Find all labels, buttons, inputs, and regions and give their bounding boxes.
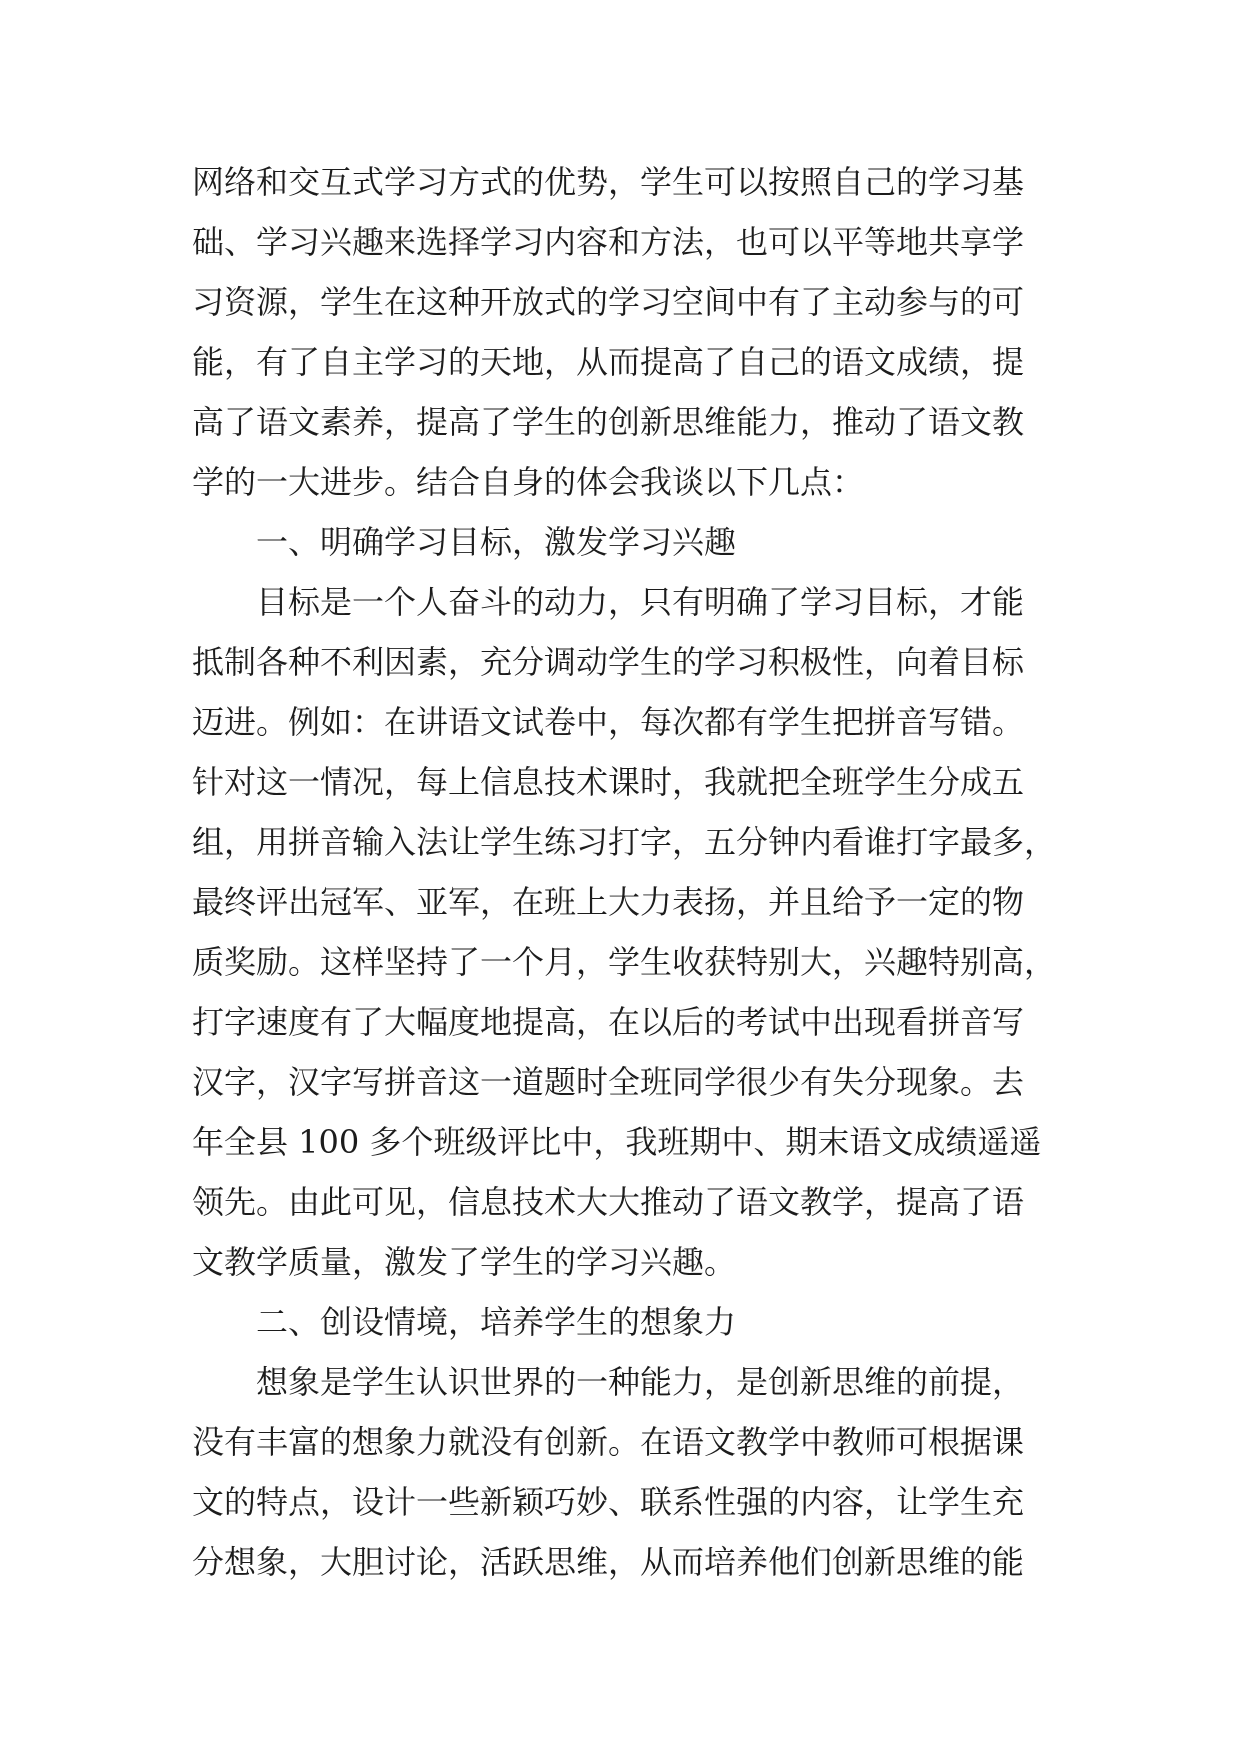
body-line: 分想象，大胆讨论，活跃思维，从而培养他们创新思维的能 (192, 1543, 1025, 1581)
body-line: 质奖励。这样坚持了一个月，学生收获特别大，兴趣特别高， (192, 943, 1057, 981)
body-line: 学的一大进步。结合自身的体会我谈以下几点： (192, 463, 865, 501)
body-line: 针对这一情况，每上信息技术课时，我就把全班学生分成五 (192, 763, 1025, 801)
body-line: 目标是一个人奋斗的动力，只有明确了学习目标，才能 (256, 583, 1025, 621)
body-line: 抵制各种不利因素，充分调动学生的学习积极性，向着目标 (192, 643, 1025, 681)
section-heading-2: 二、创设情境，培养学生的想象力 (256, 1303, 737, 1341)
body-line: 网络和交互式学习方式的优势，学生可以按照自己的学习基 (192, 163, 1025, 201)
body-line: 汉字，汉字写拼音这一道题时全班同学很少有失分现象。去 (192, 1063, 1025, 1101)
body-line: 组，用拼音输入法让学生练习打字，五分钟内看谁打字最多， (192, 823, 1057, 861)
body-line: 能，有了自主学习的天地，从而提高了自己的语文成绩，提 (192, 343, 1025, 381)
body-line: 领先。由此可见，信息技术大大推动了语文教学，提高了语 (192, 1183, 1025, 1221)
body-line: 想象是学生认识世界的一种能力，是创新思维的前提， (256, 1363, 1025, 1401)
section-heading-1: 一、明确学习目标，激发学习兴趣 (256, 523, 737, 561)
body-line: 高了语文素养，提高了学生的创新思维能力，推动了语文教 (192, 403, 1025, 441)
body-line: 打字速度有了大幅度地提高，在以后的考试中出现看拼音写 (192, 1003, 1025, 1041)
body-line: 没有丰富的想象力就没有创新。在语文教学中教师可根据课 (192, 1423, 1025, 1461)
document-body (192, 152, 1072, 1592)
body-line: 年全县 100 多个班级评比中，我班期中、期末语文成绩遥遥 (192, 1123, 1042, 1161)
body-line: 础、学习兴趣来选择学习内容和方法，也可以平等地共享学 (192, 223, 1025, 261)
body-line: 最终评出冠军、亚军，在班上大力表扬，并且给予一定的物 (192, 883, 1025, 921)
body-line: 习资源，学生在这种开放式的学习空间中有了主动参与的可 (192, 283, 1025, 321)
body-line: 文的特点，设计一些新颖巧妙、联系性强的内容，让学生充 (192, 1483, 1025, 1521)
body-line: 迈进。例如：在讲语文试卷中，每次都有学生把拼音写错。 (192, 703, 1025, 741)
body-line: 文教学质量，激发了学生的学习兴趣。 (192, 1243, 737, 1281)
